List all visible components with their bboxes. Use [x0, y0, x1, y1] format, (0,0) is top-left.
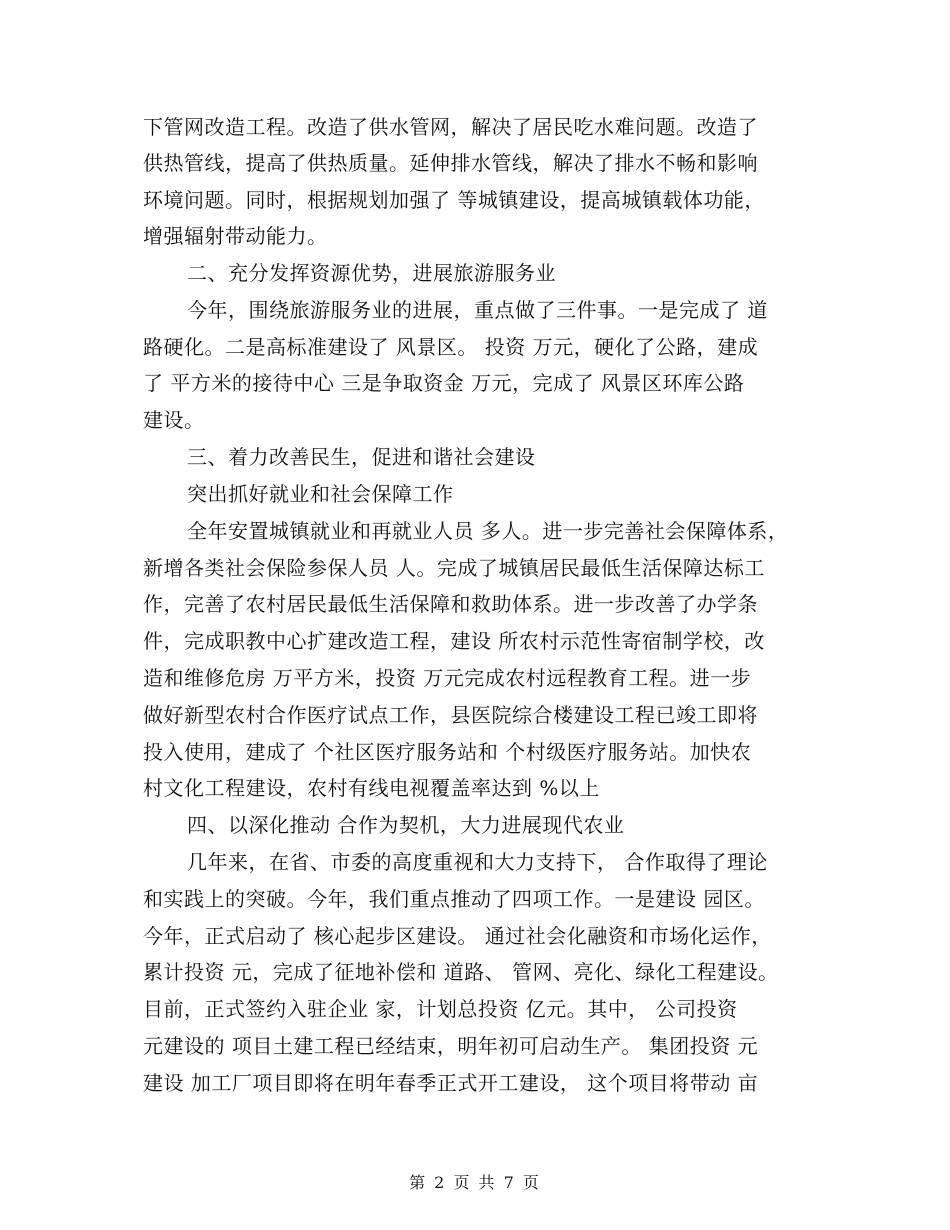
text-line: 建设。 — [143, 408, 205, 432]
text-line: 投入使用，建成了 个社区医疗服务站和 个村级医疗服务站。加快农 — [143, 740, 752, 764]
text-line: 全年安置城镇就业和再就业人员 多人。进一步完善社会保障体系， — [187, 519, 789, 543]
section-heading: 二、充分发挥资源优势，进展旅游服务业 — [187, 261, 556, 285]
text-line: 了 平方米的接待中心 三是争取资金 万元，完成了 风景区环库公路 — [143, 371, 745, 395]
text-line: 元建设的 项目土建工程已经结束，明年初可启动生产。 集团投资 元 — [143, 1034, 759, 1058]
text-line: 作，完善了农村居民最低生活保障和救助体系。进一步改善了办学条 — [143, 592, 758, 616]
text-line: 增强辐射带动能力。 — [143, 224, 328, 248]
text-line: 村文化工程建设，农村有线电视覆盖率达到 %以上 — [143, 776, 600, 800]
text-line: 下管网改造工程。改造了供水管网，解决了居民吃水难问题。改造了 — [143, 115, 758, 139]
text-line: 件，完成职教中心扩建改造工程，建设 所农村示范性寄宿制学校，改 — [143, 629, 765, 653]
text-line: 供热管线，提高了供热质量。延伸排水管线，解决了排水不畅和影响 — [143, 151, 758, 175]
text-line: 几年来，在省、市委的高度重视和大力支持下， 合作取得了理论 — [187, 850, 768, 874]
text-line: 建设 加工厂项目即将在明年春季正式开工建设， 这个项目将带动 亩 — [143, 1071, 759, 1095]
text-line: 做好新型农村合作医疗试点工作，县医院综合楼建设工程已竣工即将 — [143, 703, 758, 727]
section-heading: 四、以深化推动 合作为契机，大力进展现代农业 — [187, 813, 625, 837]
text-line: 和实践上的突破。今年，我们重点推动了四项工作。一是建设 园区。 — [143, 887, 765, 911]
text-line: 新增各类社会保险参保人员 人。完成了城镇居民最低生活保障达标工 — [143, 556, 765, 580]
text-line: 路硬化。二是高标准建设了 风景区。 投资 万元，硬化了公路，建成 — [143, 335, 759, 359]
text-line: 造和维修危房 万平方米，投资 万元完成农村远程教育工程。进一步 — [143, 666, 752, 690]
text-line: 目前，正式签约入驻企业 家，计划总投资 亿元。其中， 公司投资 — [143, 997, 738, 1021]
subsection-heading: 突出抓好就业和社会保障工作 — [187, 482, 454, 506]
text-line: 今年，正式启动了 核心起步区建设。 通过社会化融资和市场化运作， — [143, 924, 772, 948]
section-heading: 三、着力改善民生，促进和谐社会建设 — [187, 445, 536, 469]
text-line: 累计投资 元，完成了征地补偿和 道路、 管网、亮化、绿化工程建设。 — [143, 960, 779, 984]
page-number-footer: 第 2 页 共 7 页 — [409, 1173, 541, 1192]
text-line: 环境问题。同时，根据规划加强了 等城镇建设，提高城镇载体功能， — [143, 188, 765, 212]
text-line: 今年，围绕旅游服务业的进展，重点做了三件事。一是完成了 道 — [187, 298, 768, 322]
